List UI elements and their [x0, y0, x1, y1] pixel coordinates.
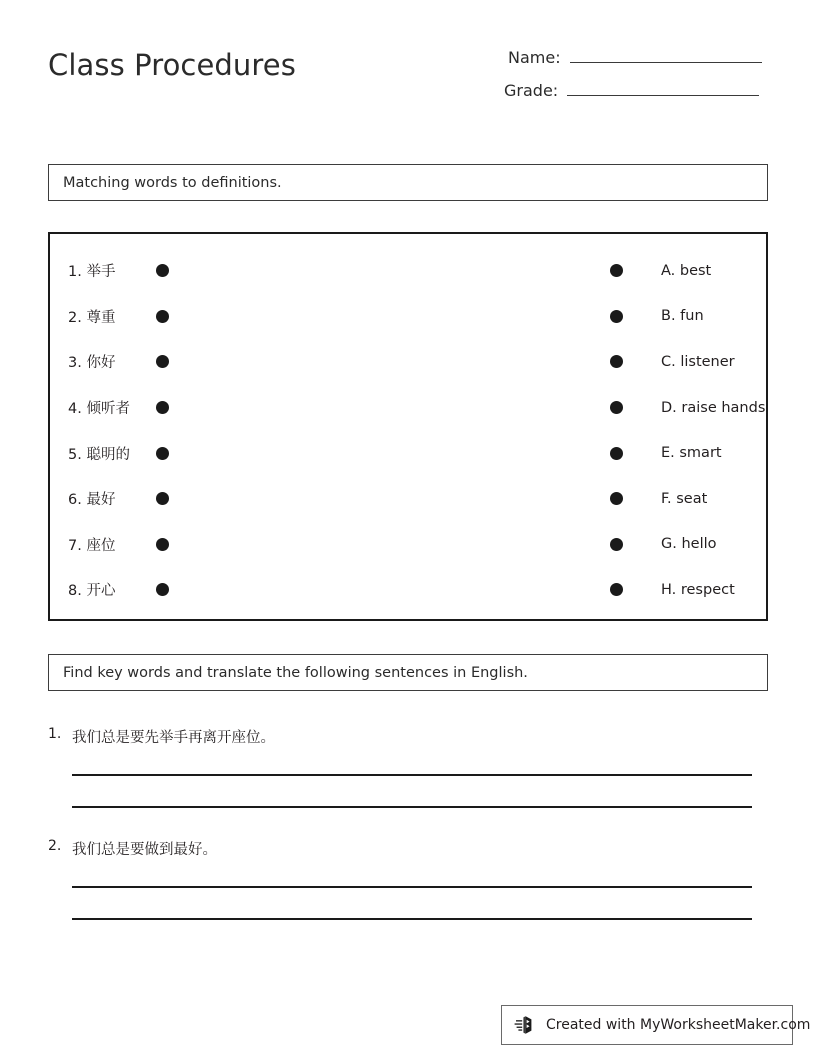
grade-field-row — [504, 78, 759, 100]
matching-left-dot[interactable] — [156, 264, 169, 277]
matching-left-dot[interactable] — [156, 538, 169, 551]
page-title: Class Procedures — [48, 48, 296, 82]
matching-row — [50, 567, 766, 613]
translation-answer-line[interactable] — [72, 886, 752, 888]
matching-right-label: B. fun — [661, 308, 704, 325]
matching-right-item — [610, 248, 711, 294]
matching-left-label: 2. 尊重 — [68, 309, 116, 326]
grade-input-line[interactable] — [567, 78, 759, 96]
matching-left-dot[interactable] — [156, 583, 169, 596]
created-with-text: Created with MyWorksheetMaker.com — [546, 1017, 811, 1033]
matching-right-item — [610, 430, 722, 476]
translation-item-sentence: 我们总是要先举手再离开座位。 — [72, 730, 275, 746]
matching-left-label: 7. 座位 — [68, 537, 116, 554]
created-with-badge[interactable] — [501, 1005, 811, 1045]
matching-right-label: A. best — [661, 262, 712, 279]
matching-left-dot[interactable] — [156, 355, 169, 368]
matching-row — [50, 385, 766, 431]
matching-row — [50, 294, 766, 340]
matching-exercise-box — [48, 232, 768, 621]
matching-left-item — [68, 339, 169, 385]
translation-item-number: 2. — [48, 838, 62, 854]
matching-row — [50, 248, 766, 294]
matching-left-item — [68, 248, 169, 294]
matching-right-dot[interactable] — [610, 583, 623, 596]
matching-right-dot[interactable] — [610, 310, 623, 323]
matching-row — [50, 522, 766, 568]
translation-answer-line[interactable] — [72, 774, 752, 776]
matching-row — [50, 339, 766, 385]
matching-left-dot[interactable] — [156, 401, 169, 414]
matching-left-dot[interactable] — [156, 447, 169, 460]
matching-left-label: 3. 你好 — [68, 355, 116, 372]
matching-right-item — [610, 294, 704, 340]
matching-left-item — [68, 430, 169, 476]
worksheet-header — [0, 0, 816, 140]
matching-rows-container — [50, 234, 766, 619]
matching-left-label: 5. 聪明的 — [68, 446, 130, 463]
translation-item-sentence: 我们总是要做到最好。 — [72, 842, 217, 858]
matching-right-dot[interactable] — [610, 355, 623, 368]
matching-left-item — [68, 476, 169, 522]
translation-item-number: 1. — [48, 726, 62, 742]
matching-row — [50, 430, 766, 476]
matching-right-label: H. respect — [661, 581, 735, 598]
matching-right-item — [610, 567, 735, 613]
matching-right-dot[interactable] — [610, 492, 623, 505]
matching-right-label: F. seat — [661, 490, 708, 507]
translation-answer-line[interactable] — [72, 918, 752, 920]
translation-answer-line[interactable] — [72, 806, 752, 808]
matching-right-item — [610, 339, 735, 385]
matching-right-item — [610, 476, 707, 522]
name-input-line[interactable] — [570, 45, 762, 63]
matching-row — [50, 476, 766, 522]
name-label: Name: — [508, 48, 561, 67]
matching-right-item — [610, 522, 717, 568]
matching-left-dot[interactable] — [156, 492, 169, 505]
matching-left-item — [68, 522, 169, 568]
translation-instruction-text: Find key words and translate the following sentences in English. — [63, 664, 528, 681]
matching-right-item — [610, 385, 765, 431]
matching-left-item — [68, 385, 169, 431]
matching-left-item — [68, 294, 169, 340]
matching-right-dot[interactable] — [610, 264, 623, 277]
matching-instruction-text: Matching words to definitions. — [63, 174, 282, 191]
matching-left-dot[interactable] — [156, 310, 169, 323]
matching-right-label: G. hello — [661, 536, 717, 553]
matching-right-label: D. raise hands — [661, 399, 766, 416]
grade-label: Grade: — [504, 81, 559, 100]
matching-left-label: 4. 倾听者 — [68, 401, 130, 418]
matching-right-dot[interactable] — [610, 401, 623, 414]
matching-right-dot[interactable] — [610, 538, 623, 551]
name-field-row — [508, 45, 762, 67]
translation-instruction-box — [48, 654, 768, 691]
matching-right-label: C. listener — [661, 353, 735, 370]
worksheet-maker-logo-icon — [514, 1013, 538, 1037]
matching-right-dot[interactable] — [610, 447, 623, 460]
matching-left-label: 1. 举手 — [68, 264, 116, 281]
matching-left-label: 8. 开心 — [68, 583, 116, 600]
matching-left-label: 6. 最好 — [68, 492, 116, 509]
matching-instruction-box — [48, 164, 768, 201]
matching-left-item — [68, 567, 169, 613]
matching-right-label: E. smart — [661, 445, 722, 462]
